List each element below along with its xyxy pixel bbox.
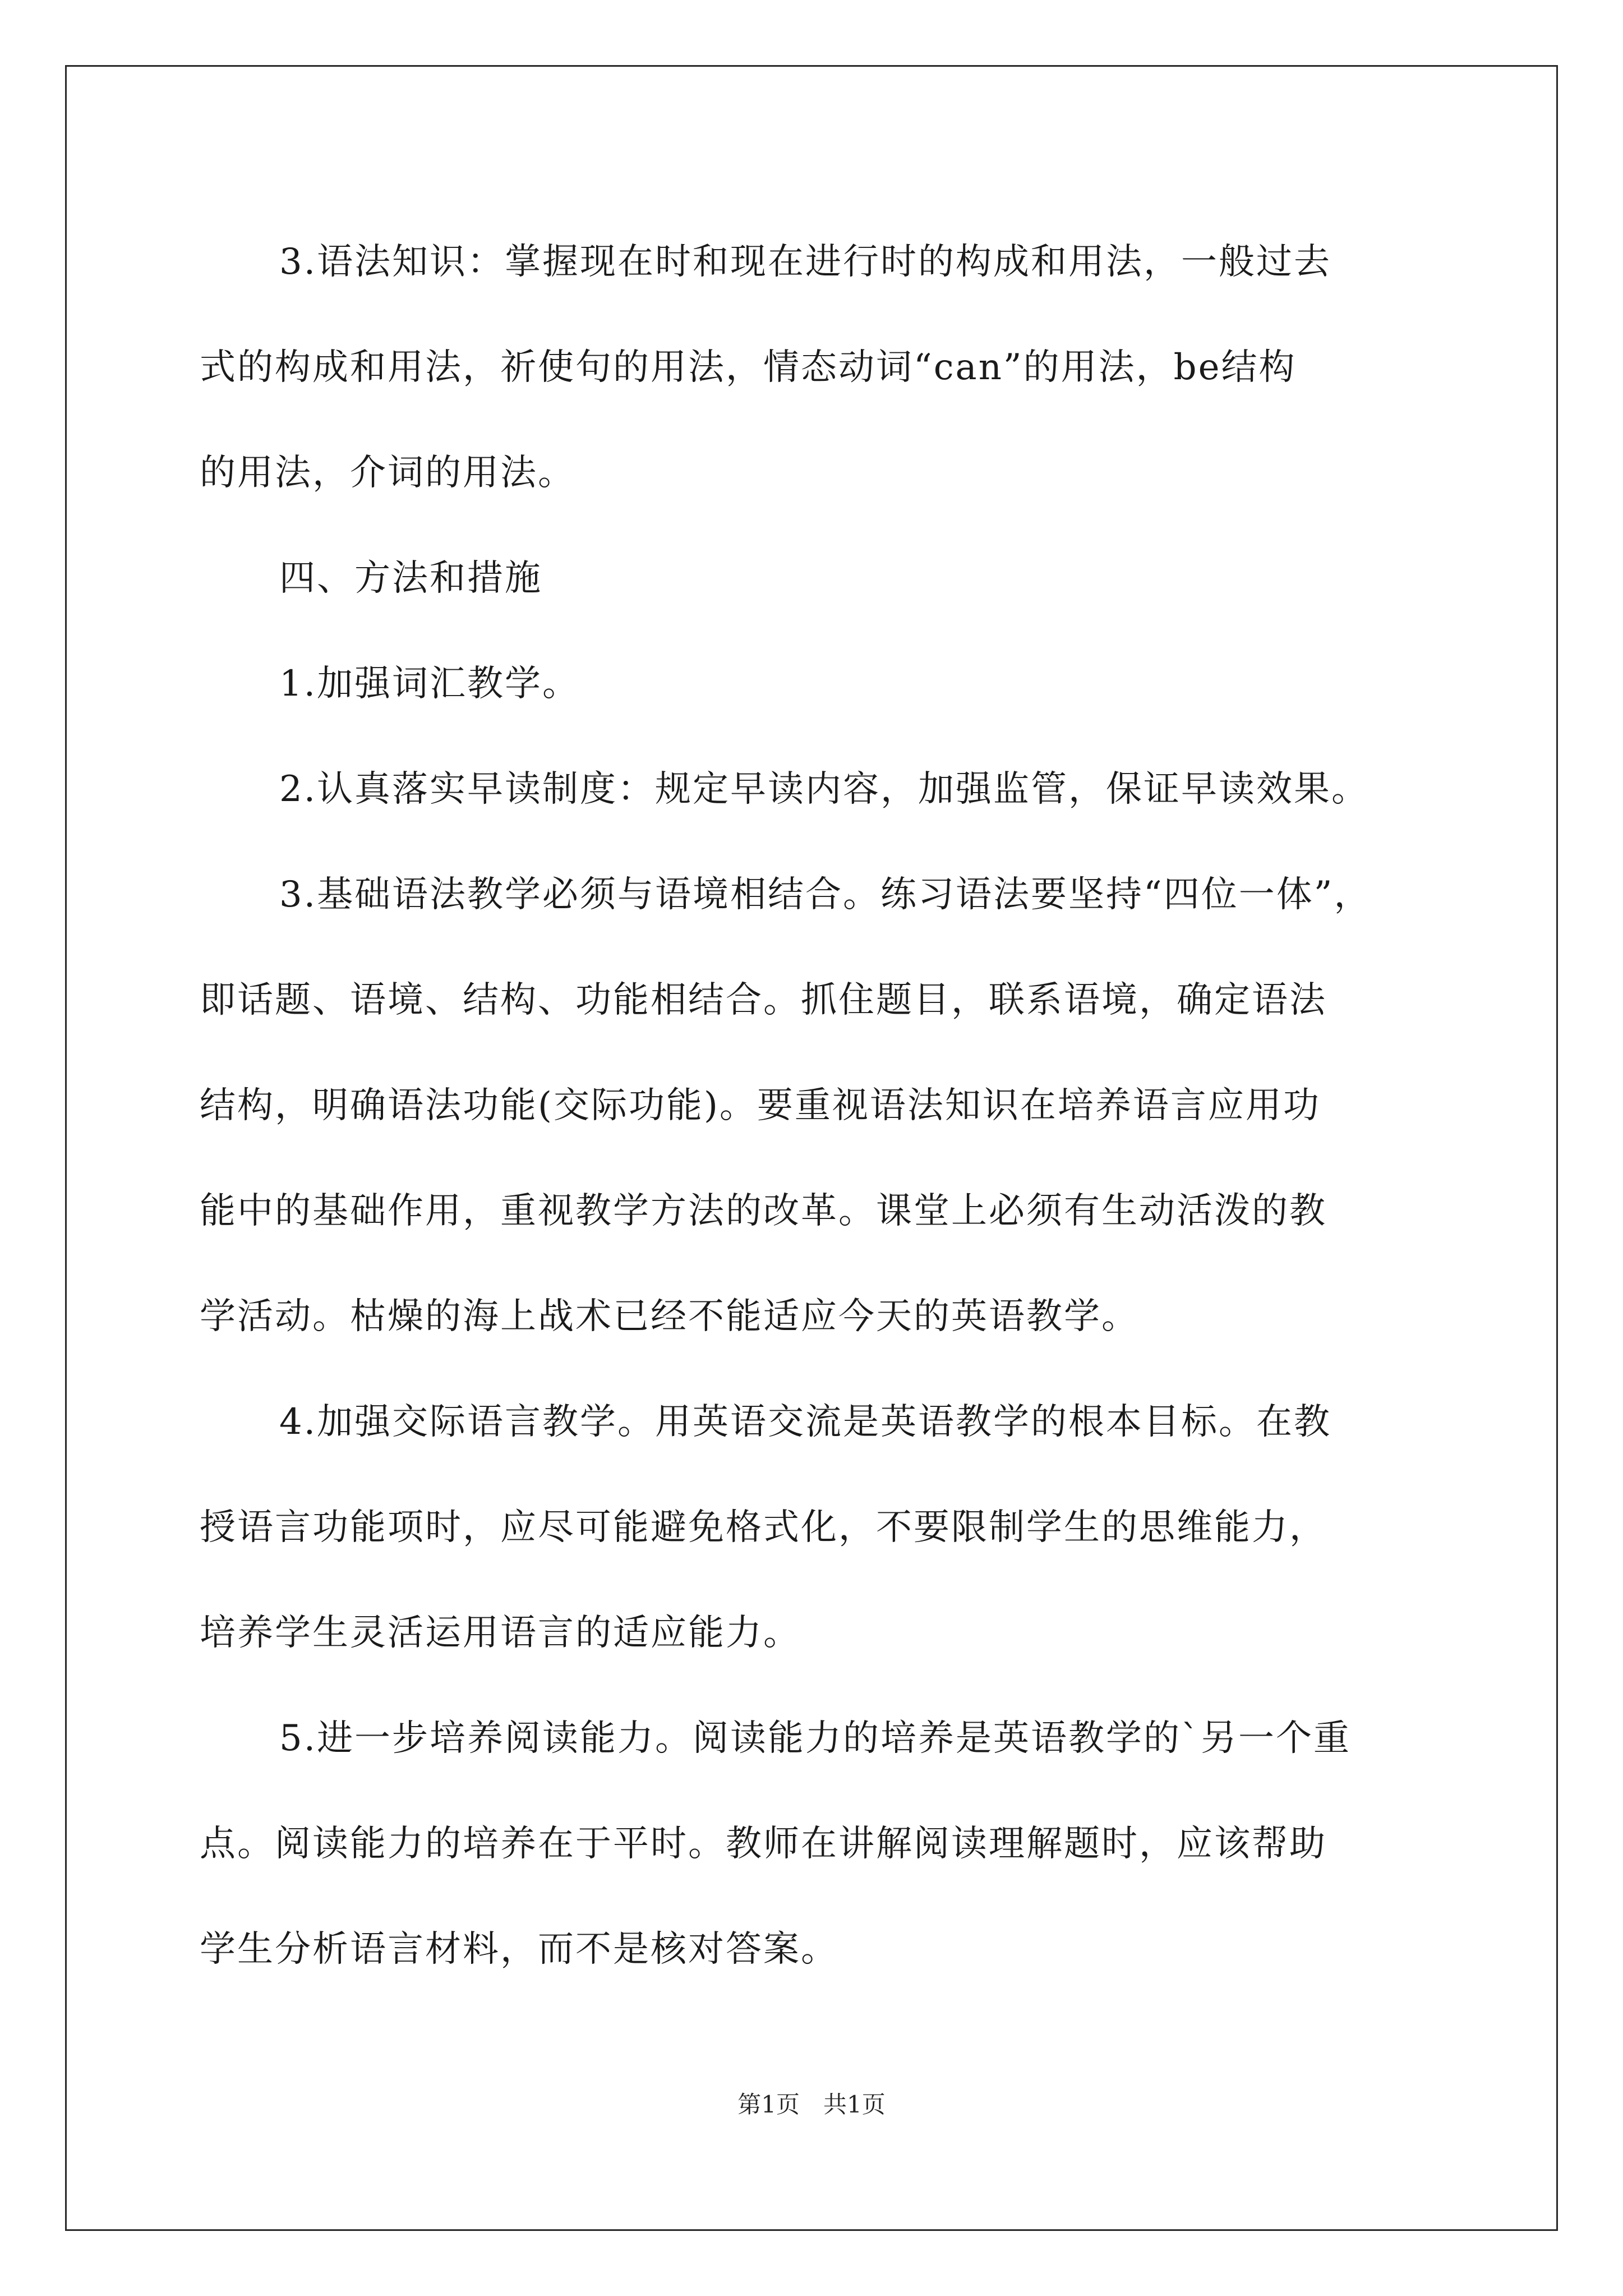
text-line: 培养学生灵活运用语言的适应能力。 (200, 1612, 801, 1654)
text-line: 4.加强交际语言教学。用英语交流是英语教学的根本目标。在教 (279, 1401, 1332, 1443)
text-line: 学生分析语言材料，而不是核对答案。 (200, 1929, 838, 1970)
text-line: 学活动。枯燥的海上战术已经不能适应今天的英语教学。 (200, 1296, 1139, 1337)
text-line: 即话题、语境、结构、功能相结合。抓住题目，联系语境，确定语法 (200, 979, 1327, 1021)
text-line: 3.基础语法教学必须与语境相结合。练习语法要坚持“四位一体”， (279, 874, 1372, 915)
document-body (200, 209, 1433, 2002)
text-line: 3.语法知识：掌握现在时和现在进行时的构成和用法，一般过去 (279, 241, 1332, 283)
text-line: 2.认真落实早读制度：规定早读内容，加强监管，保证早读效果。 (279, 769, 1370, 810)
section-heading: 四、方法和措施 (279, 558, 542, 599)
text-line: 式的构成和用法，祈使句的用法，情态动词“can”的用法，be结构 (200, 347, 1297, 388)
text-line: 能中的基础作用，重视教学方法的改革。课堂上必须有生动活泼的教 (200, 1190, 1327, 1232)
text-line: 点。阅读能力的培养在于平时。教师在讲解阅读理解题时，应该帮助 (200, 1823, 1327, 1865)
text-line: 5.进一步培养阅读能力。阅读能力的培养是英语教学的`另一个重 (279, 1718, 1352, 1759)
text-line: 1.加强词汇教学。 (279, 663, 580, 705)
page-footer: 第1页 共1页 (737, 2091, 886, 2118)
text-line: 的用法，介词的用法。 (200, 452, 575, 494)
text-line: 授语言功能项时，应尽可能避免格式化，不要限制学生的思维能力， (200, 1507, 1327, 1548)
text-line: 结构，明确语法功能(交际功能)。要重视语法知识在培养语言应用功 (200, 1085, 1321, 1126)
